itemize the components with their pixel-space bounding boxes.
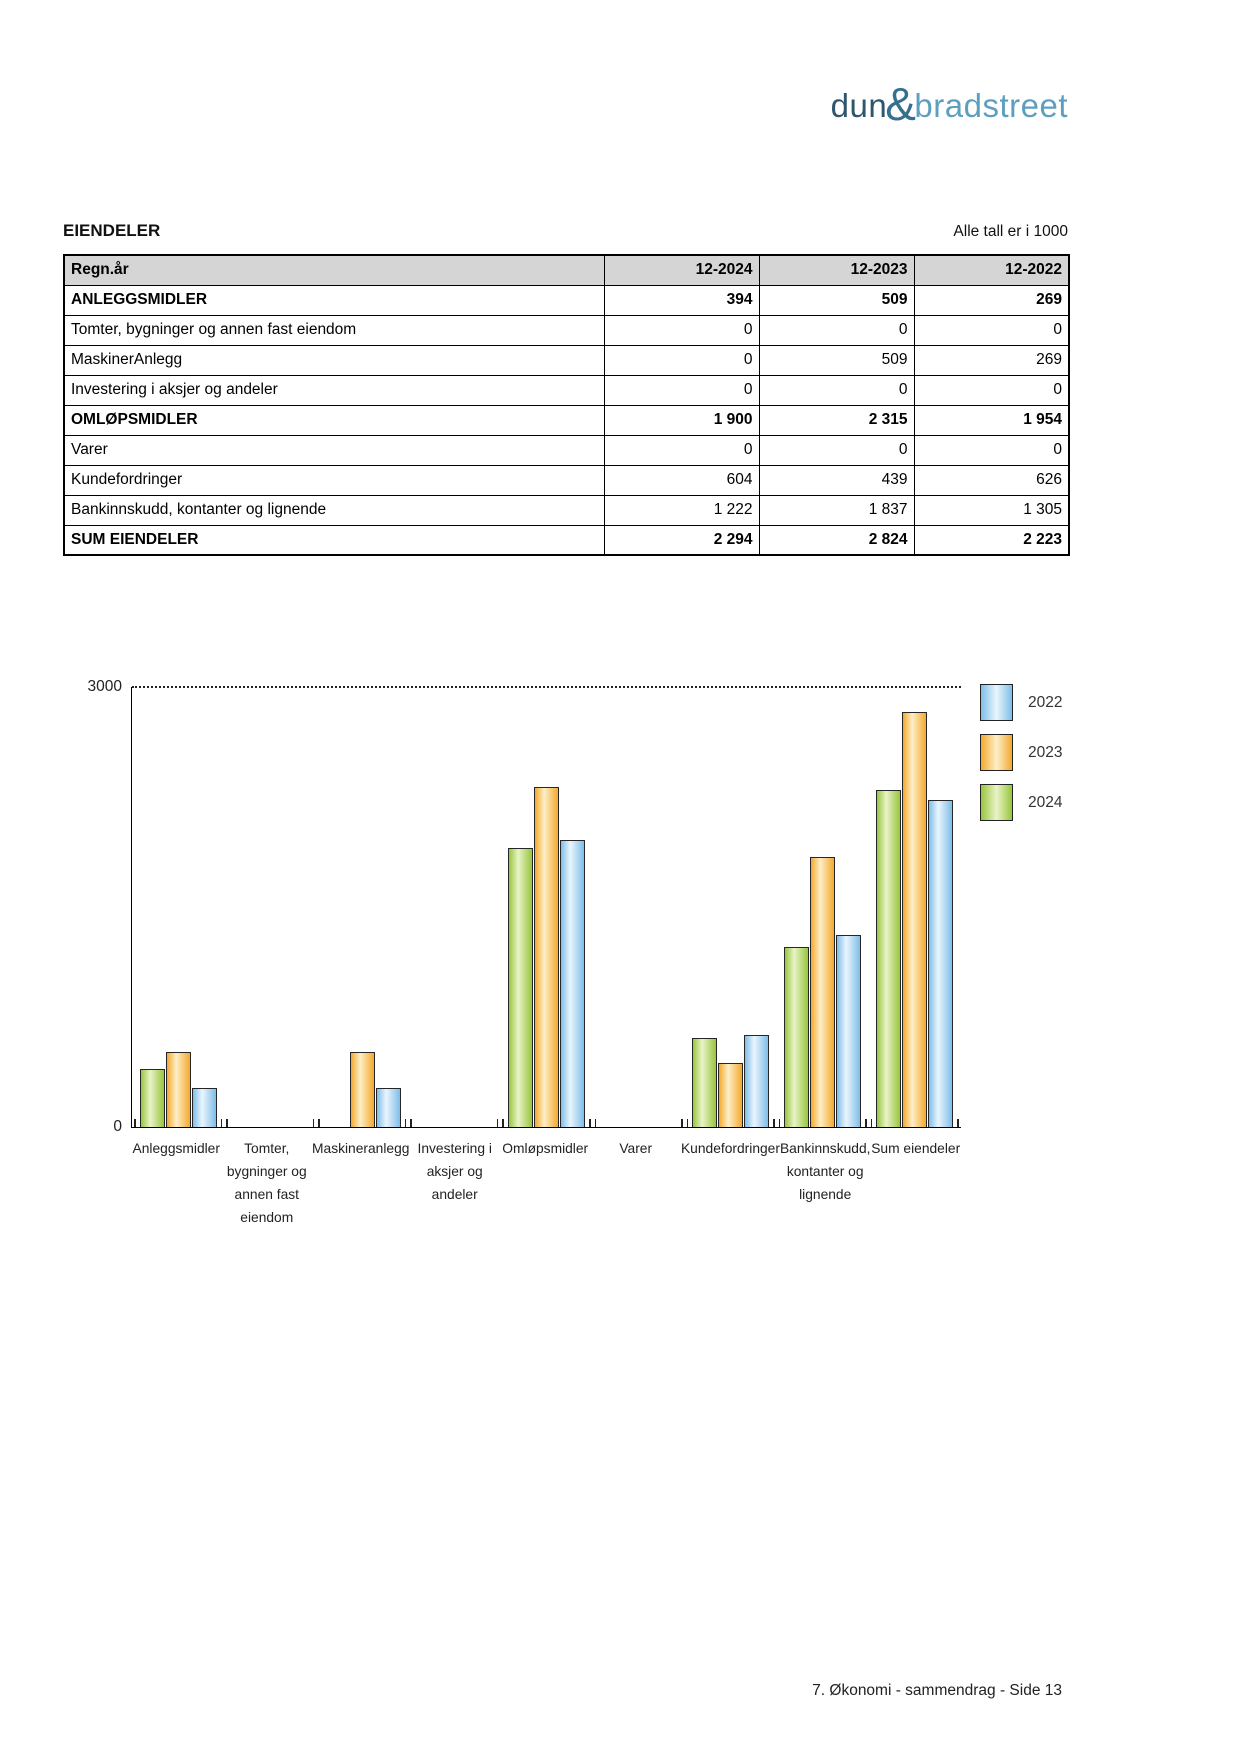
table-row — [64, 285, 1069, 315]
cell-value: 0 — [604, 375, 759, 405]
bar-2022 — [376, 1088, 401, 1128]
axis-tick — [871, 1119, 873, 1127]
bar-slot — [692, 1038, 717, 1127]
legend-label: 2024 — [1028, 793, 1063, 811]
bar-2022 — [560, 840, 585, 1127]
cell-value: 1 305 — [914, 495, 1069, 525]
bar-2023 — [902, 712, 927, 1127]
cell-value: 0 — [759, 375, 914, 405]
page-footer: 7. Økonomi - sammendrag - Side 13 — [812, 1682, 1062, 1699]
axis-tick — [595, 1119, 597, 1127]
category-group — [224, 687, 316, 1127]
bar-slot — [744, 1035, 769, 1127]
legend-item — [980, 784, 1062, 821]
cell-value: 2 294 — [604, 525, 759, 555]
category-label: Anleggsmidler — [132, 1141, 220, 1156]
bar-slot — [560, 840, 585, 1127]
cell-value: 0 — [604, 315, 759, 345]
cell-value: 509 — [759, 285, 914, 315]
category-group — [500, 687, 592, 1127]
category-group — [777, 687, 869, 1127]
table-title: EIENDELER — [63, 221, 161, 240]
cell-value: 1 222 — [604, 495, 759, 525]
cell-value: 439 — [759, 465, 914, 495]
legend-label: 2023 — [1028, 743, 1063, 761]
cell-value: 269 — [914, 345, 1069, 375]
cell-value: 509 — [759, 345, 914, 375]
bar-slot — [350, 1052, 375, 1127]
cell-value: 0 — [914, 435, 1069, 465]
bar-2024 — [508, 848, 533, 1127]
category-label: Varer — [619, 1141, 653, 1156]
table-row — [64, 345, 1069, 375]
category-label: Tomter, bygninger og annen fast eiendom — [226, 1141, 307, 1225]
table-caption — [63, 221, 1068, 241]
chart-legend — [980, 684, 1062, 821]
bar-slot — [718, 1063, 743, 1128]
cell-value: 1 837 — [759, 495, 914, 525]
axis-tick — [589, 1119, 591, 1127]
category-group — [132, 687, 224, 1127]
axis-tick — [773, 1119, 775, 1127]
category-label: Bankinnskudd, kontanter og lignende — [779, 1141, 871, 1202]
assets-table — [63, 254, 1070, 556]
bar-2024 — [140, 1069, 165, 1127]
bar-slot — [166, 1052, 191, 1127]
axis-tick — [779, 1119, 781, 1127]
bar-2024 — [784, 947, 809, 1127]
axis-tick — [687, 1119, 689, 1127]
bar-2022 — [928, 800, 953, 1127]
column-header: Regn.år — [64, 255, 604, 285]
x-axis-labels — [131, 1137, 961, 1229]
axis-tick — [134, 1119, 136, 1127]
cell-value: 1 900 — [604, 405, 759, 435]
dun-bradstreet-logo — [63, 74, 1068, 128]
category-group — [685, 687, 777, 1127]
cell-value: 0 — [759, 315, 914, 345]
row-label: Kundefordringer — [64, 465, 604, 495]
cell-value: 604 — [604, 465, 759, 495]
bar-2024 — [876, 790, 901, 1127]
cell-value: 0 — [914, 315, 1069, 345]
legend-item — [980, 734, 1062, 771]
bar-slot — [140, 1069, 165, 1127]
logo-ampersand-icon: & — [885, 78, 917, 130]
axis-tick — [681, 1119, 683, 1127]
table-row — [64, 405, 1069, 435]
bar-slot — [784, 947, 809, 1127]
axis-tick — [497, 1119, 499, 1127]
row-label: OMLØPSMIDLER — [64, 405, 604, 435]
table-row — [64, 375, 1069, 405]
cell-value: 2 223 — [914, 525, 1069, 555]
table-row — [64, 315, 1069, 345]
row-label: SUM EIENDELER — [64, 525, 604, 555]
bar-2023 — [166, 1052, 191, 1127]
bar-2022 — [836, 935, 861, 1127]
axis-tick — [410, 1119, 412, 1127]
logo-text-bradstreet: bradstreet — [914, 87, 1068, 124]
cell-value: 269 — [914, 285, 1069, 315]
legend-label: 2022 — [1028, 693, 1063, 711]
category-label: Omløpsmidler — [502, 1141, 589, 1156]
table-row — [64, 525, 1069, 555]
table-row — [64, 435, 1069, 465]
bar-slot — [902, 712, 927, 1127]
y-axis-zero-label: 0 — [113, 1118, 122, 1135]
row-label: ANLEGGSMIDLER — [64, 285, 604, 315]
row-label: MaskinerAnlegg — [64, 345, 604, 375]
bar-slot — [876, 790, 901, 1127]
bar-2022 — [744, 1035, 769, 1127]
row-label: Bankinnskudd, kontanter og lignende — [64, 495, 604, 525]
category-group — [593, 687, 685, 1127]
bar-slot — [534, 787, 559, 1127]
bar-slot — [376, 1088, 401, 1128]
axis-tick — [957, 1119, 959, 1127]
category-label: Sum eiendeler — [871, 1141, 961, 1156]
axis-tick — [221, 1119, 223, 1127]
column-header: 12-2023 — [759, 255, 914, 285]
row-label: Investering i aksjer og andeler — [64, 375, 604, 405]
chart-plot-area — [87, 678, 961, 1135]
cell-value: 0 — [759, 435, 914, 465]
bar-slot — [192, 1088, 217, 1128]
category-label: Maskineranlegg — [312, 1141, 410, 1156]
category-label: Kundefordringer — [680, 1141, 780, 1156]
table-unit-note: Alle tall er i 1000 — [953, 223, 1068, 240]
y-axis-max-label: 3000 — [87, 678, 122, 695]
logo-text-dun: dun — [830, 87, 888, 124]
bar-slot — [836, 935, 861, 1127]
bar-2023 — [810, 857, 835, 1127]
bar-2023 — [534, 787, 559, 1127]
axis-tick — [226, 1119, 228, 1127]
axis-tick — [318, 1119, 320, 1127]
bar-2023 — [718, 1063, 743, 1128]
bar-2024 — [692, 1038, 717, 1127]
axis-tick — [405, 1119, 407, 1127]
legend-swatch-2023 — [980, 734, 1013, 771]
cell-value: 394 — [604, 285, 759, 315]
cell-value: 626 — [914, 465, 1069, 495]
bar-slot — [928, 800, 953, 1127]
assets-bar-chart — [63, 678, 1068, 1307]
axis-tick — [313, 1119, 315, 1127]
assets-table-body — [64, 285, 1069, 555]
row-label: Varer — [64, 435, 604, 465]
table-row — [64, 495, 1069, 525]
bar-slot — [508, 848, 533, 1127]
category-group — [316, 687, 408, 1127]
cell-value: 2 824 — [759, 525, 914, 555]
bar-2022 — [192, 1088, 217, 1128]
cell-value: 2 315 — [759, 405, 914, 435]
bar-slot — [810, 857, 835, 1127]
category-group — [408, 687, 500, 1127]
axis-tick — [502, 1119, 504, 1127]
category-group — [869, 687, 961, 1127]
cell-value: 0 — [914, 375, 1069, 405]
table-row — [64, 465, 1069, 495]
column-header: 12-2024 — [604, 255, 759, 285]
bar-2023 — [350, 1052, 375, 1127]
cell-value: 0 — [604, 345, 759, 375]
legend-swatch-2024 — [980, 784, 1013, 821]
column-header: 12-2022 — [914, 255, 1069, 285]
cell-value: 1 954 — [914, 405, 1069, 435]
axis-tick — [865, 1119, 867, 1127]
cell-value: 0 — [604, 435, 759, 465]
category-label: Investering i aksjer og andeler — [417, 1141, 492, 1202]
legend-item — [980, 684, 1062, 721]
assets-table-header — [64, 255, 1069, 285]
row-label: Tomter, bygninger og annen fast eiendom — [64, 315, 604, 345]
legend-swatch-2022 — [980, 684, 1013, 721]
